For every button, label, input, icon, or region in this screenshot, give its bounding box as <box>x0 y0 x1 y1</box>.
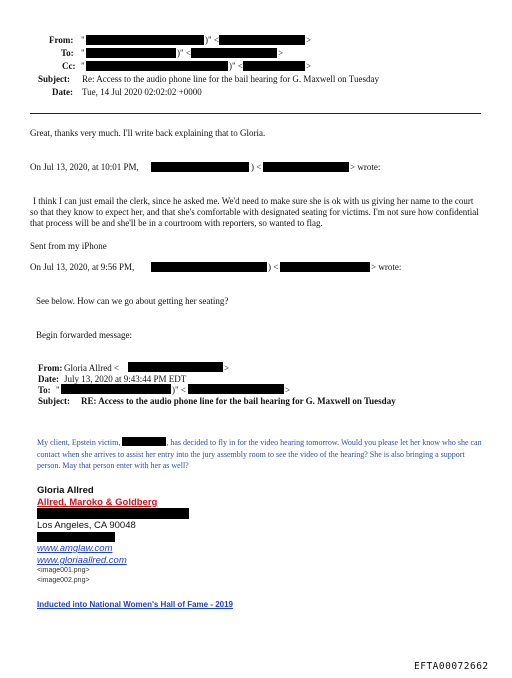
header-from-label: From: <box>49 35 74 45</box>
document-id: EFTA00072662 <box>414 661 489 672</box>
fwd-subject-value: RE: Access to the audio phone line for the bail hearing for G. Maxwell on Tuesday <box>81 396 396 406</box>
link-amglaw[interactable]: www.amglaw.com <box>37 543 113 554</box>
quote2-bracket: ) < <box>268 262 279 272</box>
redaction-box <box>86 35 204 45</box>
header-from-close: > <box>306 35 312 45</box>
header-to-close: > <box>278 48 284 58</box>
image-attachment-2: <image002.png> <box>37 577 90 584</box>
header-cc-close: > <box>306 61 312 71</box>
header-to-quote: " <box>81 48 85 58</box>
message-part2: , has decided to fly in for the video hearing tomorrow. Would you please let her know who she can contact when she arrives to assist her entry into the jury assembly room to see the video of the hearing? She is also bringing a support person. May that person enter with her as well? <box>37 438 482 470</box>
quote2-prefix: On Jul 13, 2020, at 9:56 PM, <box>30 262 135 272</box>
header-cc-quote: " <box>81 61 85 71</box>
fwd-to-close: > <box>285 385 291 395</box>
redaction-box <box>86 61 228 71</box>
message-part1: My client, Epstein victim, <box>37 438 121 447</box>
header-divider <box>30 113 481 114</box>
fwd-to-quote: " <box>56 385 60 395</box>
quote2-suffix: > wrote: <box>371 262 402 272</box>
fwd-date-value: July 13, 2020 at 9:43:44 PM EDT <box>64 374 187 384</box>
redaction-box <box>188 384 284 394</box>
header-cc-label: Cc: <box>62 61 76 71</box>
header-to-bracket: )" < <box>177 48 191 58</box>
fwd-subject-label: Subject: <box>38 396 70 406</box>
fwd-from-label: From: <box>38 363 63 373</box>
quote1-prefix: On Jul 13, 2020, at 10:01 PM, <box>30 162 139 172</box>
redaction-box <box>86 48 176 58</box>
fwd-date-label: Date: <box>38 374 59 384</box>
quote1-bracket: ) < <box>251 162 262 172</box>
header-from-bracket: )" < <box>205 35 219 45</box>
header-subject-label: Subject: <box>38 74 70 84</box>
header-cc-bracket: )" < <box>229 61 243 71</box>
sent-from-line: Sent from my iPhone <box>30 241 107 251</box>
link-gloriaallred[interactable]: www.gloriaallred.com <box>37 555 127 566</box>
begin-forwarded-line: Begin forwarded message: <box>36 330 132 340</box>
redaction-box <box>37 508 189 519</box>
redaction-box <box>61 384 171 394</box>
fwd-to-label: To: <box>38 385 51 395</box>
quoted-paragraph: I think I can just email the clerk, since he asked me. We'd need to make sure she is ok with us giving her name to the court so that they know to expect her, and that she's comfortable with designated seating for victims. I'm not sure how confidential that process will be and she'll be in a courtroom with reporters, so wanted to flag. <box>30 196 479 228</box>
signature-city: Los Angeles, CA 90048 <box>37 520 136 531</box>
header-date-label: Date: <box>52 87 73 97</box>
header-to-label: To: <box>61 48 74 58</box>
redaction-box <box>219 35 305 45</box>
image-attachment-1: <image001.png> <box>37 567 90 574</box>
redaction-box <box>243 61 305 71</box>
header-date-value: Tue, 14 Jul 2020 02:02:02 +0000 <box>82 87 202 97</box>
fwd-to-bracket: )" < <box>172 385 186 395</box>
header-subject-value: Re: Access to the audio phone line for the bail hearing for G. Maxwell on Tuesday <box>82 74 379 84</box>
redaction-box <box>263 162 349 172</box>
signature-firm: Allred, Maroko & Goldberg <box>37 497 158 508</box>
signature-name: Gloria Allred <box>37 485 94 496</box>
hall-of-fame-link[interactable]: Inducted into National Women's Hall of Fame - 2019 <box>37 600 234 609</box>
redaction-box <box>37 532 115 542</box>
redaction-box <box>280 262 370 272</box>
forwarded-message <box>37 437 482 472</box>
reply-text: Great, thanks very much. I'll write back explaining that to Gloria. <box>30 128 266 138</box>
fwd-from-close: > <box>224 363 230 373</box>
fwd-from-value: Gloria Allred < <box>64 363 120 373</box>
see-below-line: See below. How can we go about getting her seating? <box>36 296 229 306</box>
redaction-box <box>128 362 223 372</box>
redaction-box <box>151 162 249 172</box>
redaction-box <box>122 437 166 446</box>
header-from-quote: " <box>81 35 85 45</box>
redaction-box <box>191 48 277 58</box>
quote1-suffix: > wrote: <box>350 162 381 172</box>
redaction-box <box>151 262 267 272</box>
